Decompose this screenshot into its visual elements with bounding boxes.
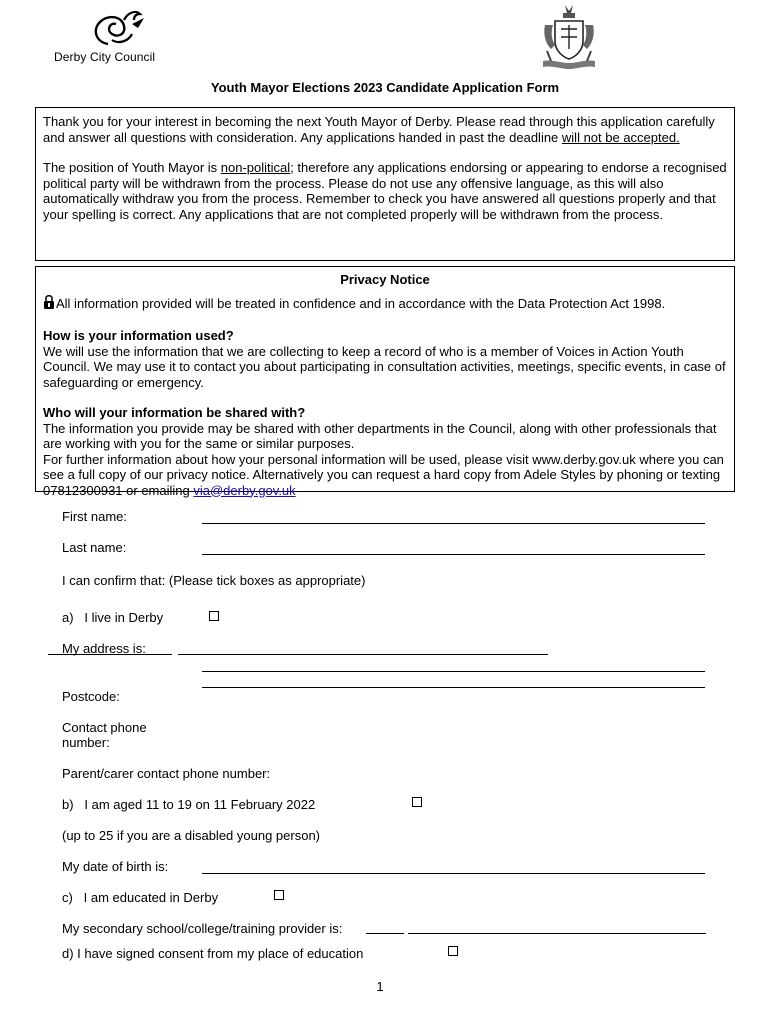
- shared-heading: Who will your information be shared with?: [43, 405, 306, 420]
- live-in-derby-label: a) I live in Derby: [62, 610, 164, 625]
- dob-field[interactable]: [202, 873, 705, 874]
- used-text: We will use the information that we are collecting to keep a record of who is a member of Voices in Action Youth Council. We may use it to contact you about participating in consultation activities, meetings, specific events, in case of safeguarding or emergency.: [43, 343, 726, 390]
- aged-label: b) I am aged 11 to 19 on 11 February 2022: [62, 797, 316, 812]
- parent-phone-label: Parent/carer contact phone number:: [62, 766, 271, 781]
- address-field-2[interactable]: [202, 671, 705, 672]
- consent-checkbox[interactable]: [448, 946, 458, 956]
- last-name-field[interactable]: [202, 554, 705, 555]
- intro-paragraph-1: Thank you for your interest in becoming the next Youth Mayor of Derby. Please read through this application carefully and answer all questions with consideration. Any applications handed in past the deadline will not be accepted.: [43, 114, 715, 145]
- school-label: My secondary school/college/training provider is:: [62, 921, 343, 936]
- non-political: non-political: [220, 160, 291, 175]
- address-field-3[interactable]: [202, 687, 705, 688]
- intro-box: [35, 107, 735, 261]
- coat-of-arms-icon: [541, 3, 597, 75]
- last-name-label: Last name:: [62, 540, 127, 555]
- privacy-confidential: All information provided will be treated in confidence and in accordance with the Data Protection Act 1998.: [43, 294, 727, 314]
- first-name-field[interactable]: [202, 523, 705, 524]
- contact-phone-label-line2: number:: [62, 735, 110, 750]
- page-number: 1: [376, 979, 384, 994]
- address-field-1[interactable]: [178, 654, 548, 655]
- derby-city-council-logo: [52, 6, 182, 66]
- privacy-notice-box: [35, 266, 735, 498]
- school-field[interactable]: [408, 933, 706, 934]
- shared-text: The information you provide may be shared with other departments in the Council, along with other professionals that are working with you for the same or similar purposes.: [43, 420, 717, 451]
- aged-checkbox[interactable]: [412, 797, 422, 807]
- privacy-heading: Privacy Notice: [340, 272, 430, 287]
- educated-label: c) I am educated in Derby: [62, 890, 219, 905]
- live-in-derby-checkbox[interactable]: [209, 611, 219, 621]
- council-name: Derby City Council: [54, 50, 156, 64]
- first-name-label: First name:: [62, 509, 128, 524]
- email-link[interactable]: via@derby.gov.uk: [193, 482, 296, 498]
- used-heading: How is your information used?: [43, 328, 234, 343]
- educated-checkbox[interactable]: [274, 890, 284, 900]
- dob-label: My date of birth is:: [62, 859, 169, 874]
- address-label: My address is:: [62, 641, 146, 656]
- contact-phone-label-line1: Contact phone: [62, 720, 147, 735]
- padlock-icon: [43, 294, 55, 314]
- intro-paragraph-2: The position of Youth Mayor is non-political; therefore any applications endorsing or appearing to endorse a recognised political party will be withdrawn from the process. Please do not use any offensive language, as this will also automatically withdraw you from the process. Remember to check you have answered all questions properly and that your spelling is correct. Any applications that are not completed properly will be withdrawn from the process.: [43, 160, 727, 222]
- confirm-instruction: I can confirm that: (Please tick boxes as appropriate): [62, 573, 366, 588]
- postcode-label: Postcode:: [62, 689, 120, 704]
- disabled-note: (up to 25 if you are a disabled young person): [62, 828, 321, 843]
- consent-label: d) I have signed consent from my place of education: [62, 946, 364, 961]
- form-title: Youth Mayor Elections 2023 Candidate Application Form: [210, 80, 560, 95]
- ram-logo-icon: [88, 6, 148, 50]
- further-info: For further information about how your personal information will be used, please visit www.derby.gov.uk where you can see a full copy of our privacy notice. Alternatively you can request a hard copy from Adele Styles by phoning or texting 07812300931 or emailing via@derby.gov.uk: [43, 451, 724, 498]
- will-not-be-accepted: will not be accepted.: [561, 129, 680, 145]
- school-label-underline: [366, 933, 404, 934]
